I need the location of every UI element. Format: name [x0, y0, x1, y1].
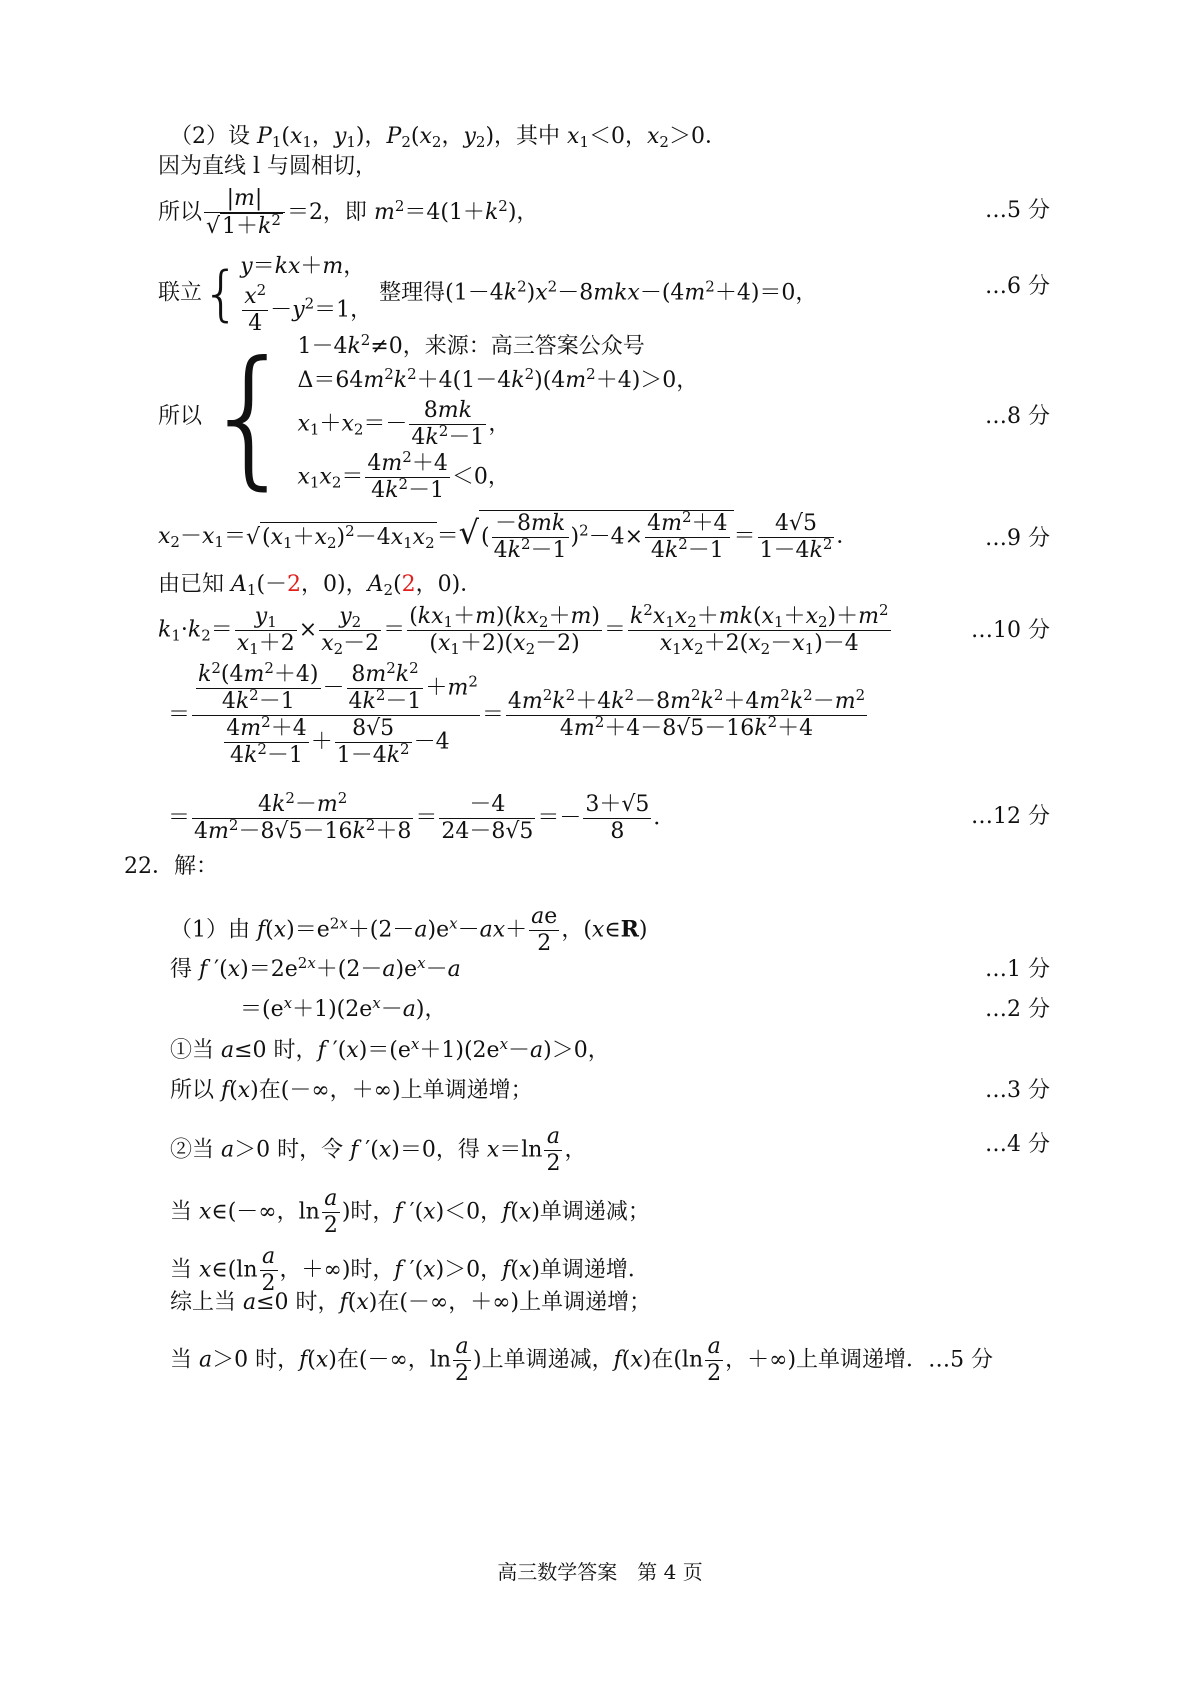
eq-final: ＝ $\frac{4k^2-m^2}{4m^2-8√5-16k^2+8}$ ＝ $\frac{-4}{24-8√5}$ ＝－ $\frac{3+√5}{8}$ ． [168, 789, 676, 844]
score-9: …9 分 [985, 526, 1050, 551]
part2-intro: （2）设 $P_1(x_1$，$y_1$)，$P_2(x_2$，$y_2$)，其中 $x_1<0$，$x_2>0$． [170, 124, 727, 151]
score-5b: …5 分 [928, 1347, 994, 1373]
tangent-line: 因为直线 l 与圆相切， [158, 154, 378, 179]
eq-diff: $x_2-x_1=√(x_1+x_2)^2-4x_1x_2=√$( $\frac{-8mk}{4k^2-1}$ )$^2$－4× $\frac{4m^2+4}{4k^2-1}$ ＝ $\frac{4√5}{1-4k^2}$ ． [158, 508, 859, 563]
case1: ①当 a≤0 时，f $'(x)=(e^x+1)(2e^x-a)>0$， [170, 1035, 610, 1063]
score-3: …3 分 [985, 1078, 1050, 1103]
eq-slopes: $k_1\cdot k_2=$ $\frac{y_1}{x_1+2}$ × $\frac{y_2}{x_2-2}$ ＝ $\frac{(kx_1+m)(kx_2+m)}{(x_1+2)(x_2-2)}$ ＝ $\frac{k^2x_1x_2+mk(x_1+x_2)+m^2}{x_1x_2+2(x_2-x_1)-4}$ [158, 601, 889, 658]
summary-2: 当 a＞0 时，f(x)在(－∞，ln $\frac{a}{2}$ )上单调递减，f(x)在(ln $\frac{a}{2}$ ，＋∞)上单调递增．…5 分 [170, 1334, 994, 1386]
score-8: …8 分 [985, 404, 1050, 429]
q22-label: 22．解： [124, 854, 218, 879]
page-footer: 高三数学答案 第 4 页 [497, 1560, 703, 1584]
deriv-1: 得 f $'(x)=2e^{2x}+(2-a)e^x-a$ [170, 954, 461, 982]
case1-result: 所以 f(x)在(－∞，＋∞)上单调递增； [170, 1078, 533, 1103]
summary-1: 综上当 a≤0 时，f(x)在(－∞，＋∞)上单调递增； [170, 1290, 652, 1315]
score-4: …4 分 [985, 1132, 1050, 1157]
eq-tangent: 所以 $\frac{|m|}{√1+k^2}$ ＝2，即 $m^2=4(1+k^2)$， [158, 186, 539, 239]
given-points: 由已知 $A_1(-2$，0)，$A_2(2$，0)． [158, 572, 483, 599]
deriv-2: $=(e^x+1)(2e^x-a)$， [240, 994, 447, 1022]
source-watermark: 来源：高三答案公众号 [424, 334, 645, 359]
score-2: …2 分 [985, 997, 1050, 1022]
score-10: …10 分 [971, 618, 1050, 643]
score-12: …12 分 [971, 804, 1050, 829]
score-1: …1 分 [985, 957, 1050, 982]
eq-conditions: 所以{ $1-4k^2\ne 0$，来源：高三答案公众号 $\Delta=64m^2k^2+4(1-4k^2)(4m^2+4)>0$， $x_1+x_2=-$ $\frac{8mk}{4k^2-1}$ ， $x_1x_2=$ $\frac{4m^2+4}{4k^2-1}$ ＜0， [158, 330, 699, 504]
eq-sub: ＝ $\frac{k^2(4m^2+4)}{4k^2-1}$ － $\frac{8m^2k^2}{4k^2-1}$ $+m^2$ $\frac{4m^2+4}{4k^2-1}$ ＋ $\frac{8√5}{1-4k^2}$ －4 ＝ $\frac{4m^2k^2+4k^2-8m^2k^2+4m^2k^2-m^2}{4m^2+4-8√5-16k^2+4}$ [168, 659, 866, 768]
eq-system: 联立{ y＝kx＋m， $\frac{x^2}{4}$ $-y^2=1$， 整理得$(1-4k^2)x^2-8mkx-(4m^2+4)=0$， [158, 254, 818, 336]
q22-part1: （1）由 $f(x)=e^{2x}+(2-a)e^x-ax+$ $\frac{ae}{2}$ ，(x∈R) [170, 904, 648, 956]
score-5a: …5 分 [985, 198, 1050, 223]
score-6: …6 分 [985, 274, 1050, 299]
case2-dec: 当 x∈(－∞，ln $\frac{a}{2}$ )时，f ′(x)＜0，f(x)单调递减； [170, 1186, 650, 1238]
case2-inc: 当 x∈(ln $\frac{a}{2}$ ，＋∞)时，f ′(x)＞0，f(x)单调递增． [170, 1244, 650, 1296]
case2: ②当 a＞0 时，令 f ′(x)＝0，得 x＝ln $\frac{a}{2}$ ， [170, 1124, 587, 1176]
